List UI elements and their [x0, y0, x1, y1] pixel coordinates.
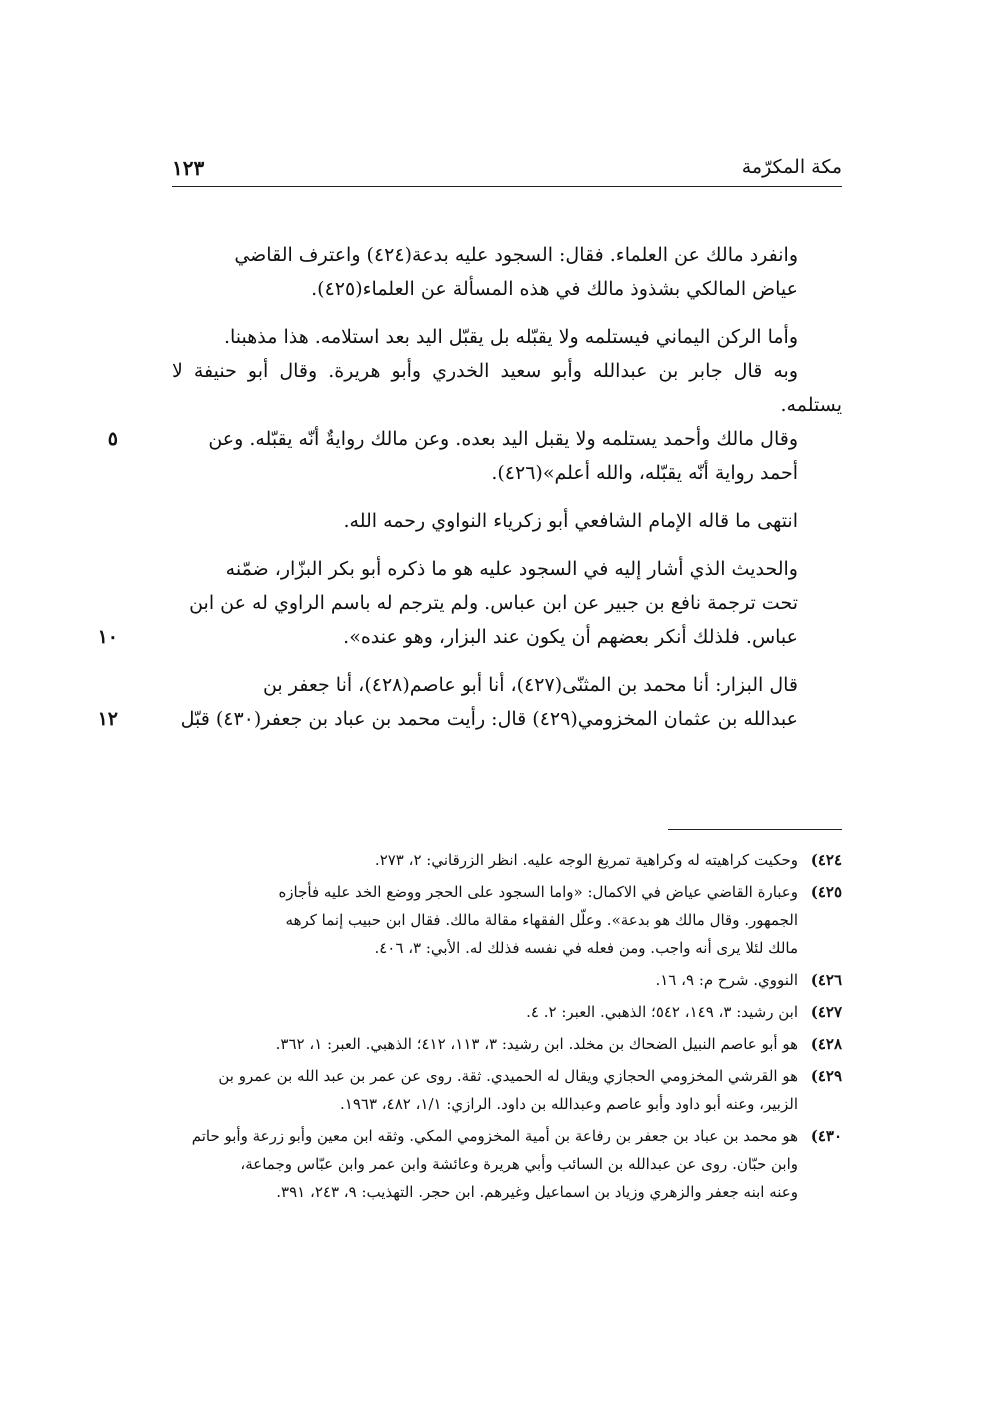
- text-line: تحت ترجمة نافع بن جبير عن ابن عباس. ولم يترجم له باسم الراوي له عن ابن: [189, 592, 798, 614]
- footnote-line: الزبير، وعنه أبو داود وأبو عاصم وعبدالله بن داود. الرازي: ١/١، ٤٨٢، ١٩٦٣.: [340, 1095, 798, 1113]
- paragraph-1: [172, 238, 842, 306]
- footnote-number: ٤٣٠): [810, 1127, 842, 1145]
- text-line: قال البزار: أنا محمد بن المثنّى(٤٢٧)، أنا أبو عاصم(٤٢٨)، أنا جعفر بن: [262, 674, 798, 696]
- footnote-428: [172, 1030, 842, 1058]
- paragraph-4: [97, 552, 842, 654]
- text-line-with-number: [97, 620, 842, 654]
- footnote-line: الجمهور. وقال مالك هو بدعة». وعلّل الفقهاء مقالة مالك. فقال ابن حبيب إنما كرهه: [285, 911, 798, 929]
- line-number-5: ٥: [107, 428, 118, 450]
- line-number-12: ١٢: [97, 708, 118, 730]
- running-title: مكة المكرّمة: [741, 156, 842, 178]
- footnote-425: [172, 878, 842, 962]
- footnote-line: هو أبو عاصم النبيل الضحاك بن مخلد. ابن رشيد: ٣، ١١٣، ٤١٢؛ الذهبي. العبر: ١، ٣٦٢.: [275, 1035, 798, 1053]
- text-line: عياض المالكي بشذوذ مالك في هذه المسألة عن العلماء(٤٢٥).: [311, 278, 798, 300]
- text-line: عبدالله بن عثمان المخزومي(٤٢٩) قال: رأيت محمد بن عباد بن جعفر(٤٣٠) قبّل: [180, 708, 798, 730]
- footnote-line: مالك لئلا يرى أنه واجب. ومن فعله في نفسه فذلك له. الأبي: ٣، ٤٠٦.: [374, 939, 798, 957]
- footnote-430: [172, 1122, 842, 1206]
- footnote-line: وعبارة القاضي عياض في الاكمال: «واما السجود على الحجر ووضع الخد عليه فأجازه: [278, 883, 798, 901]
- text-line: عباس. فلذلك أنكر بعضهم أن يكون عند البزار، وهو عنده».: [343, 626, 798, 648]
- footnote-426: [172, 966, 842, 994]
- page-number: ١٢٣: [172, 156, 205, 180]
- footnote-number: ٤٢٦): [810, 971, 842, 989]
- running-header: [172, 150, 842, 187]
- footnote-line: وحكيت كراهيته له وكراهية تمريغ الوجه عليه. انظر الزرقاني: ٢، ٢٧٣.: [374, 851, 798, 869]
- text-line: وانفرد مالك عن العلماء. فقال: السجود عليه بدعة(٤٢٤) واعترف القاضي: [234, 244, 798, 266]
- text-line: وقال مالك وأحمد يستلمه ولا يقبل اليد بعده. وعن مالك روايةٌ أنّه يقبّله. وعن: [208, 428, 798, 450]
- line-number-10: ١٠: [97, 626, 118, 648]
- footnote-number: ٤٢٧): [810, 1003, 842, 1021]
- text-line: أحمد رواية أنّه يقبّله، والله أعلم»(٤٢٦).: [491, 462, 798, 484]
- footnote-number: ٤٢٥): [810, 883, 842, 901]
- footnote-line: ابن رشيد: ٣، ١٤٩، ٥٤٢؛ الذهبي. العبر: ٢. ٤.: [526, 1003, 798, 1021]
- paragraph-5: [97, 668, 842, 736]
- text-line: وبه قال جابر بن عبدالله وأبو سعيد الخدري وأبو هريرة. وقال أبو حنيفة لا يستلمه.: [172, 360, 842, 416]
- footnote-number: ٤٢٤): [810, 851, 842, 869]
- paragraph-3: [172, 504, 842, 538]
- main-text: [97, 238, 842, 750]
- footnote-line: النووي. شرح م: ٩، ١٦.: [655, 971, 798, 989]
- footnote-427: [172, 998, 842, 1026]
- footnote-429: [172, 1062, 842, 1118]
- text-line: والحديث الذي أشار إليه في السجود عليه هو ما ذكره أبو بكر البزّار، ضمّنه: [225, 558, 798, 580]
- footnote-line: وابن حبّان. روى عن عبدالله بن السائب وأبي هريرة وعائشة وابن عمر وابن عبّاس وجماعة،: [240, 1155, 798, 1173]
- text-line-with-number: [107, 422, 842, 456]
- footnote-line: هو محمد بن عباد بن جعفر بن رفاعة بن أمية المخزومي المكي. وثقه ابن معين وأبو زرعة وأبو حاتم: [191, 1127, 798, 1145]
- text-line: وأما الركن اليماني فيستلمه ولا يقبّله بل يقبّل اليد بعد استلامه. هذا مذهبنا.: [223, 326, 798, 348]
- footnote-separator: [668, 829, 842, 830]
- text-line: انتهى ما قاله الإمام الشافعي أبو زكرياء النواوي رحمه الله.: [343, 510, 798, 532]
- paragraph-2: [107, 320, 842, 490]
- footnote-line: وعنه ابنه جعفر والزهري وزياد بن اسماعيل وغيرهم. ابن حجر. التهذيب: ٩، ٢٤٣، ٣٩١.: [276, 1183, 798, 1201]
- footnote-line: هو القرشي المخزومي الحجازي ويقال له الحميدي. ثقة. روى عن عمر بن عبد الله بن عمرو بن: [218, 1067, 798, 1085]
- footnote-number: ٤٢٨): [810, 1035, 842, 1053]
- text-line-with-number: [97, 702, 842, 736]
- footnotes: [172, 846, 842, 1210]
- footnote-number: ٤٢٩): [810, 1067, 842, 1085]
- footnote-424: [172, 846, 842, 874]
